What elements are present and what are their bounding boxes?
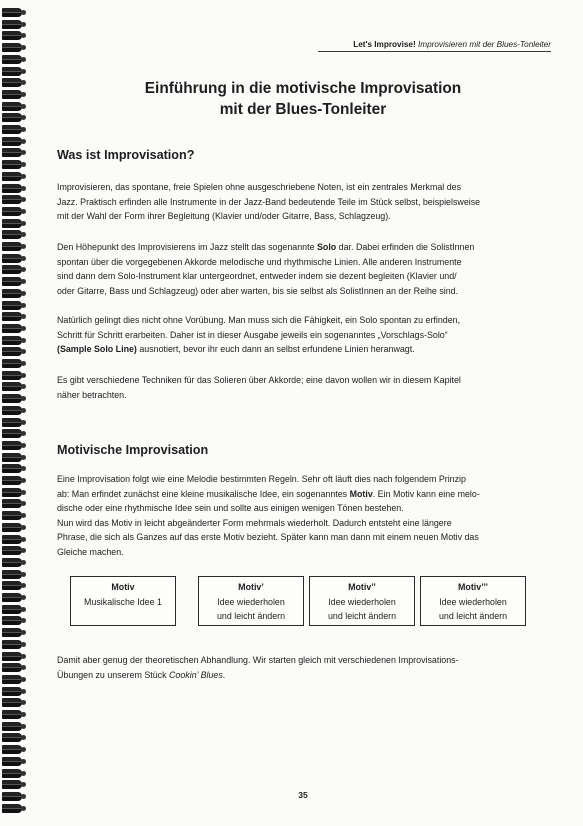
binding-coil bbox=[2, 195, 22, 204]
spiral-binding bbox=[0, 8, 28, 818]
text-line: oder Gitarre, Bass und Schlagzeug) oder aber warten, bis sie selbst als SolistInnen an der Reihe sind. bbox=[57, 285, 459, 296]
binding-coil bbox=[2, 113, 22, 122]
binding-coil bbox=[2, 710, 22, 719]
text-line: Jazz. Praktisch erfinden alle Instrumente in der Jazz-Band bedeutende Teile im Stück selbst, beispielsweise bbox=[57, 196, 481, 207]
binding-coil bbox=[2, 78, 22, 87]
binding-coil bbox=[2, 769, 22, 778]
binding-coil bbox=[2, 148, 22, 157]
motif-box-3 bbox=[309, 576, 415, 626]
binding-coil bbox=[2, 265, 22, 274]
motif-box-4 bbox=[420, 576, 526, 626]
binding-coil bbox=[2, 418, 22, 427]
binding-coil bbox=[2, 301, 22, 310]
running-header bbox=[318, 40, 551, 52]
binding-coil bbox=[2, 722, 22, 731]
text-line: Es gibt verschiedene Techniken für das Solieren über Akkorde; eine davon wollen wir in diesem Kapitel bbox=[57, 375, 461, 385]
binding-coil bbox=[2, 605, 22, 614]
binding-coil bbox=[2, 277, 22, 286]
binding-coil bbox=[2, 184, 22, 193]
binding-coil bbox=[2, 90, 22, 99]
text-run: Übungen zu unserem Stück bbox=[57, 669, 169, 680]
piece-title-cookin-blues: Cookin’ Blues bbox=[169, 669, 223, 680]
text-run: . bbox=[222, 669, 226, 680]
text-line: Nun wird das Motiv in leicht abgeänderter Form mehrmals wiederholt. Dadurch entsteht eine längere bbox=[57, 517, 452, 528]
motif-box-text: und leicht ändern bbox=[216, 611, 286, 621]
binding-coil bbox=[2, 55, 22, 64]
binding-coil bbox=[2, 441, 22, 450]
section-heading-motivic-improvisation: Motivische Improvisation bbox=[57, 443, 209, 457]
binding-coil bbox=[2, 453, 22, 462]
binding-coil bbox=[2, 628, 22, 637]
binding-coil bbox=[2, 745, 22, 754]
text-line: Eine Improvisation folgt wie eine Melodie bestimmten Regeln. Sehr oft läuft dies nach folgendem Prinzip bbox=[57, 474, 466, 484]
binding-coil bbox=[2, 160, 22, 169]
binding-coil bbox=[2, 137, 22, 146]
text-line: Natürlich gelingt dies nicht ohne Vorübung. Man muss sich die Fähigkeit, ein Solo spontan zu erfinden, bbox=[57, 315, 461, 325]
binding-coil bbox=[2, 757, 22, 766]
paragraph-practice bbox=[57, 313, 549, 357]
binding-coil bbox=[2, 406, 22, 415]
binding-coil bbox=[2, 125, 22, 134]
page-title bbox=[60, 78, 546, 120]
binding-coil bbox=[2, 464, 22, 473]
title-line-2: mit der Blues-Tonleiter bbox=[219, 101, 387, 118]
text-run: ab: Man erfindet zunächst eine kleine musikalische Idee, ein sogenanntes bbox=[57, 488, 350, 499]
binding-coil bbox=[2, 535, 22, 544]
binding-coil bbox=[2, 382, 22, 391]
binding-coil bbox=[2, 102, 22, 111]
paragraph-solo bbox=[57, 240, 549, 298]
header-series-title: Let's Improvise! bbox=[353, 40, 416, 49]
binding-coil bbox=[2, 511, 22, 520]
motif-box-1 bbox=[70, 576, 176, 626]
paragraph-motif bbox=[57, 472, 549, 560]
binding-coil bbox=[2, 219, 22, 228]
bold-term-solo: Solo bbox=[316, 242, 337, 252]
binding-coil bbox=[2, 476, 22, 485]
binding-coil bbox=[2, 324, 22, 333]
text-line: näher betrachten. bbox=[57, 389, 127, 400]
binding-coil bbox=[2, 558, 22, 567]
binding-coil bbox=[2, 371, 22, 380]
binding-coil bbox=[2, 652, 22, 661]
binding-coil bbox=[2, 593, 22, 602]
motif-box-2 bbox=[198, 576, 304, 626]
text-line bbox=[57, 668, 549, 683]
title-line-1: Einführung in die motivische Improvisation bbox=[144, 80, 462, 97]
motif-box-title: Motiv’’’ bbox=[458, 582, 488, 592]
motif-box-text: und leicht ändern bbox=[327, 611, 397, 621]
header-chapter-title: Improvisieren mit der Blues-Tonleiter bbox=[417, 40, 551, 49]
binding-coil bbox=[2, 429, 22, 438]
binding-coil bbox=[2, 207, 22, 216]
binding-coil bbox=[2, 31, 22, 40]
text-line: Damit aber genug der theoretischen Abhandlung. Wir starten gleich mit verschiedenen Improvisations- bbox=[57, 655, 459, 665]
binding-coil bbox=[2, 523, 22, 532]
motif-box-title: Motiv’ bbox=[238, 582, 264, 592]
binding-coil bbox=[2, 546, 22, 555]
binding-coil bbox=[2, 394, 22, 403]
motif-box-title: Motiv’’ bbox=[348, 582, 376, 592]
binding-coil bbox=[2, 289, 22, 298]
binding-coil bbox=[2, 312, 22, 321]
text-line: sind dann dem Solo-Instrument klar untergeordnet, entweder indem sie dezent begleiten (Klavier und/ bbox=[57, 271, 457, 282]
binding-coil bbox=[2, 780, 22, 789]
binding-coil bbox=[2, 581, 22, 590]
binding-coil bbox=[2, 67, 22, 76]
motif-box-title: Motiv bbox=[111, 582, 135, 592]
binding-coil bbox=[2, 172, 22, 181]
binding-coil bbox=[2, 733, 22, 742]
binding-coil bbox=[2, 359, 22, 368]
motif-box-text: Idee wiederholen bbox=[217, 596, 285, 607]
binding-coil bbox=[2, 488, 22, 497]
text-line bbox=[57, 487, 549, 502]
binding-coil bbox=[2, 663, 22, 672]
text-line bbox=[57, 240, 549, 255]
text-run: . Ein Motiv kann eine melo- bbox=[372, 488, 480, 499]
binding-coil bbox=[2, 616, 22, 625]
text-line: dische oder eine rhythmische Idee sein und sollte aus einigen wenigen Tönen bestehen. bbox=[57, 503, 404, 514]
binding-coil bbox=[2, 254, 22, 263]
paragraph-intro bbox=[57, 180, 549, 224]
section-heading-improvisation: Was ist Improvisation? bbox=[57, 148, 195, 162]
page-number: 35 bbox=[298, 790, 308, 800]
text-line: spontan über die vorgegebenen Akkorde melodische und rhythmische Linien. Alle anderen Instrumente bbox=[57, 256, 462, 267]
motif-box-text: und leicht ändern bbox=[438, 611, 508, 621]
text-line bbox=[57, 342, 549, 357]
text-line: Improvisieren, das spontane, freie Spielen ohne ausgeschriebene Noten, ist ein zentrales Merkmal des bbox=[57, 182, 462, 192]
paragraph-closing bbox=[57, 653, 549, 682]
text-run: Den Höhepunkt des Improvisierens im Jazz stellt das sogenannte bbox=[57, 242, 317, 252]
paragraph-techniques bbox=[57, 373, 549, 402]
text-run: dar. Dabei erfinden die SolistInnen bbox=[336, 242, 475, 252]
binding-coil bbox=[2, 570, 22, 579]
binding-coil bbox=[2, 687, 22, 696]
motif-box-text: Idee wiederholen bbox=[439, 596, 507, 607]
motif-box-text: Idee wiederholen bbox=[328, 596, 396, 607]
binding-coil bbox=[2, 804, 22, 813]
text-line: Schritt für Schritt erarbeiten. Daher ist in dieser Ausgabe jeweils ein sogenanntes „Vorschlags-Solo“ bbox=[57, 329, 448, 340]
binding-coil bbox=[2, 336, 22, 345]
motif-box-text: Musikalische Idee 1 bbox=[84, 596, 162, 607]
binding-coil bbox=[2, 499, 22, 508]
binding-coil bbox=[2, 242, 22, 251]
text-line: Phrase, die sich als Ganzes auf das erste Motiv bezieht. Später kann man dann mit einem neuen Motiv das bbox=[57, 532, 479, 543]
binding-coil bbox=[2, 8, 22, 17]
binding-coil bbox=[2, 347, 22, 356]
binding-coil bbox=[2, 698, 22, 707]
binding-coil bbox=[2, 43, 22, 52]
text-run: ausnotiert, bevor ihr euch dann an selbst erfundene Linien heranwagt. bbox=[136, 344, 415, 355]
binding-coil bbox=[2, 640, 22, 649]
binding-coil bbox=[2, 675, 22, 684]
binding-coil bbox=[2, 792, 22, 801]
binding-coil bbox=[2, 20, 22, 29]
bold-term-motiv: Motiv bbox=[349, 488, 373, 499]
binding-coil bbox=[2, 230, 22, 239]
bold-term-sample-solo-line: (Sample Solo Line) bbox=[57, 344, 137, 355]
text-line: mit der Wahl der Form ihrer Begleitung (Klavier und/oder Gitarre, Bass, Schlagzeug). bbox=[57, 211, 391, 222]
text-line: Gleiche machen. bbox=[57, 546, 124, 557]
